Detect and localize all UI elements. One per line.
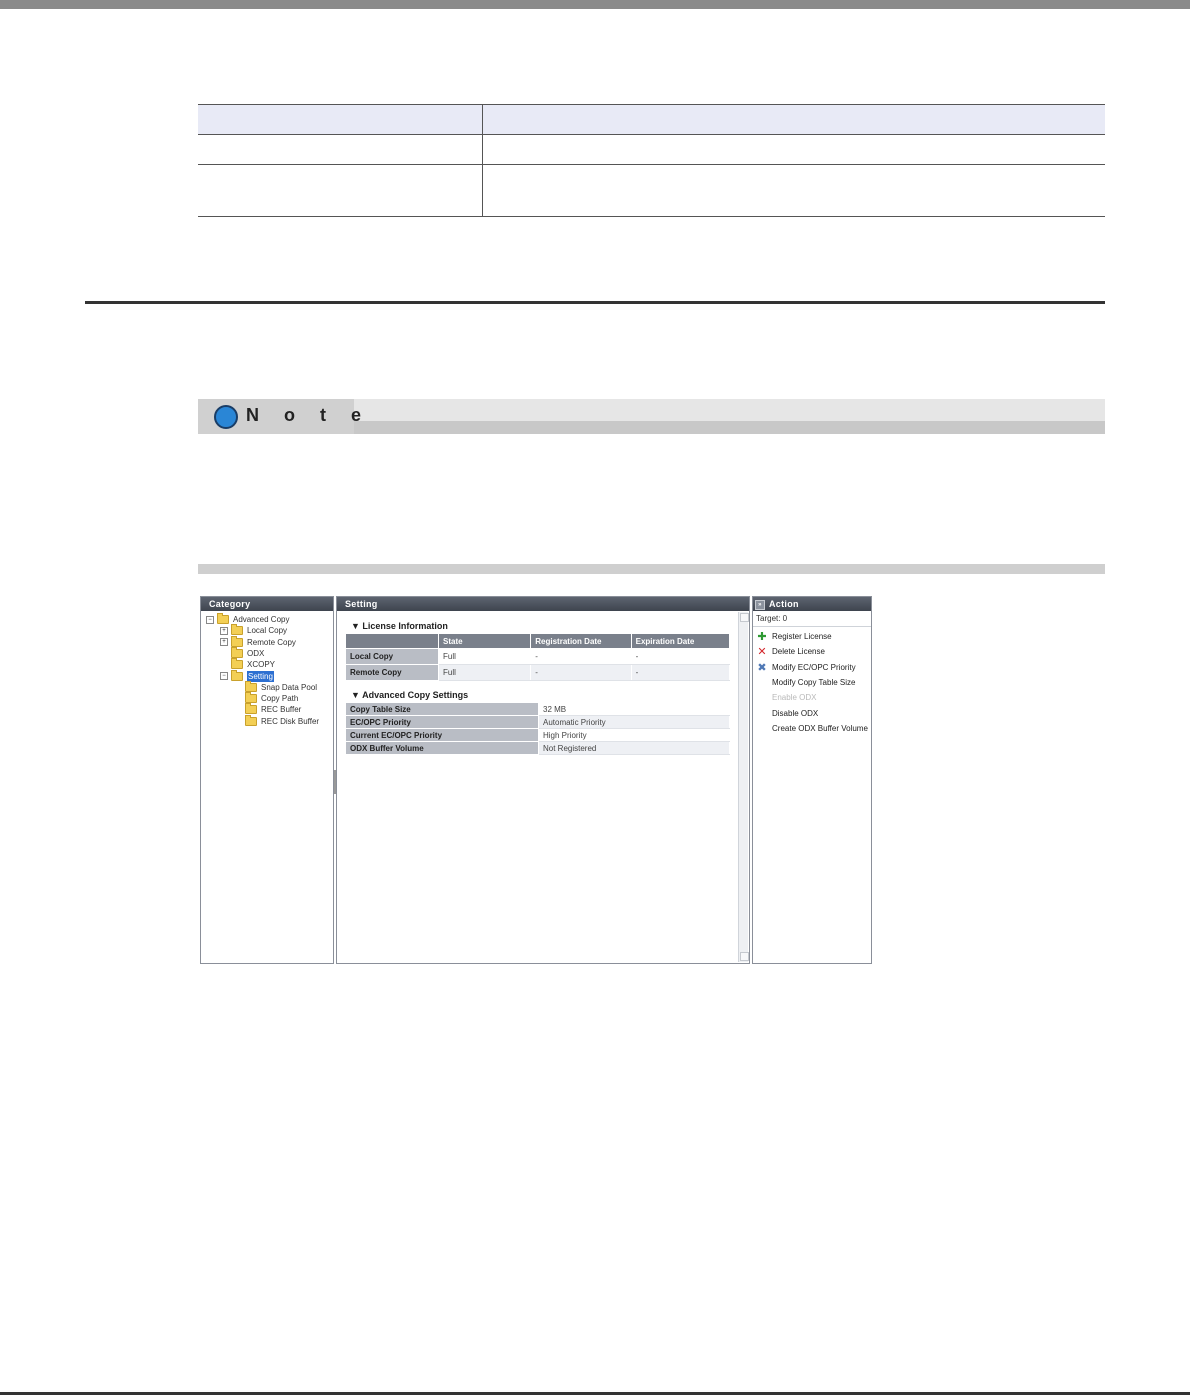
advanced-settings-title[interactable]: ▼ Advanced Copy Settings [351, 690, 469, 700]
setting-label: EC/OPC Priority [346, 716, 539, 729]
tools-icon: ✖ [757, 661, 767, 674]
note-label: N o t e [246, 405, 372, 425]
folder-icon [231, 626, 243, 635]
action-label: Delete License [772, 647, 825, 657]
setting-scrollbar[interactable] [738, 612, 748, 962]
setting-label: Current EC/OPC Priority [346, 729, 539, 742]
license-column-header[interactable] [346, 634, 439, 649]
action-label: Modify EC/OPC Priority [772, 662, 856, 672]
folder-icon [245, 705, 257, 714]
reference-table [198, 104, 1105, 217]
license-table [345, 633, 730, 681]
folder-icon [231, 672, 243, 681]
action-modify-ec-opc-priority[interactable] [757, 662, 856, 674]
setting-value: Automatic Priority [539, 716, 730, 729]
license-column-header[interactable]: Registration Date [531, 634, 631, 649]
category-panel-title: Category [201, 597, 333, 611]
tree-item-label: Setting [248, 671, 273, 681]
setting-label: ODX Buffer Volume [346, 742, 539, 755]
delete-icon: ✕ [757, 646, 767, 659]
blank-icon [757, 724, 767, 734]
setting-row [346, 716, 730, 729]
collapse-action-icon[interactable]: » [755, 600, 765, 610]
tree-item[interactable] [245, 716, 319, 727]
blank-icon [757, 693, 767, 703]
expand-icon[interactable]: + [220, 638, 228, 646]
action-modify-copy-table-size[interactable] [757, 677, 855, 689]
tree-item-label: ODX [247, 648, 265, 658]
tree-item-label: REC Buffer [261, 705, 302, 715]
folder-icon [245, 683, 257, 692]
note-end-rule [198, 564, 1105, 574]
license-row[interactable] [346, 665, 730, 681]
reference-table-row [198, 135, 1105, 165]
scroll-down-arrow-icon[interactable] [740, 952, 749, 961]
license-cell: Full [439, 665, 531, 681]
tree-item[interactable] [231, 659, 275, 670]
action-label: Create ODX Buffer Volume [772, 723, 868, 733]
folder-icon [231, 649, 243, 658]
action-panel [752, 596, 872, 964]
license-cell: - [531, 665, 631, 681]
tree-item-label: Remote Copy [247, 637, 296, 647]
reference-table-row [198, 165, 1105, 217]
note-icon [214, 405, 238, 429]
tree-item-label: Local Copy [247, 626, 288, 636]
collapse-icon[interactable]: − [206, 616, 214, 624]
page-header-bar [0, 0, 1190, 9]
action-panel-title: Action [769, 599, 799, 609]
action-enable-odx [757, 692, 816, 704]
blank-icon [757, 709, 767, 719]
license-column-header[interactable]: Expiration Date [631, 634, 729, 649]
folder-icon [245, 717, 257, 726]
action-create-odx-buffer-volume[interactable] [757, 723, 868, 735]
setting-row [346, 703, 730, 716]
action-disable-odx[interactable] [757, 708, 818, 720]
reference-table-header [198, 105, 1105, 135]
setting-label: Copy Table Size [346, 703, 539, 716]
license-cell: - [531, 649, 631, 665]
license-row-header: Remote Copy [346, 665, 439, 681]
folder-icon [217, 615, 229, 624]
license-row-header: Local Copy [346, 649, 439, 665]
note-box [198, 399, 1105, 434]
tree-item-label: XCOPY [247, 660, 276, 670]
folder-icon [231, 638, 243, 647]
tree-item-label: Copy Path [261, 694, 299, 704]
plus-icon: ✚ [757, 631, 767, 643]
action-register-license[interactable] [757, 631, 832, 643]
scroll-up-arrow-icon[interactable] [740, 613, 749, 622]
collapse-icon[interactable]: − [220, 672, 228, 680]
setting-value: High Priority [539, 729, 730, 742]
target-count: Target: 0 [753, 611, 871, 627]
setting-panel [336, 596, 750, 964]
tree-item[interactable] [245, 704, 301, 715]
category-panel [200, 596, 334, 964]
license-cell: - [631, 665, 729, 681]
license-cell: - [631, 649, 729, 665]
tree-item[interactable] [245, 693, 298, 704]
tree-item-label: REC Disk Buffer [261, 716, 320, 726]
blank-icon [757, 678, 767, 688]
expand-icon[interactable]: + [220, 627, 228, 635]
license-row[interactable] [346, 649, 730, 665]
tree-item[interactable] [206, 614, 289, 625]
advanced-settings-table [345, 702, 730, 755]
folder-icon [231, 660, 243, 669]
setting-value: 32 MB [539, 703, 730, 716]
license-cell: Full [439, 649, 531, 665]
tree-item[interactable] [245, 682, 317, 693]
section-divider [85, 301, 1105, 304]
setting-row [346, 729, 730, 742]
action-label: Modify Copy Table Size [772, 677, 856, 687]
page-footer-rule [0, 1392, 1190, 1395]
license-section-title[interactable]: ▼ License Information [351, 621, 448, 631]
action-label: Disable ODX [772, 708, 819, 718]
action-label: Register License [772, 632, 832, 641]
setting-row [346, 742, 730, 755]
license-header-row [346, 634, 730, 649]
action-label: Enable ODX [772, 693, 817, 703]
license-column-header[interactable]: State [439, 634, 531, 649]
setting-panel-title: Setting [337, 597, 749, 611]
action-delete-license[interactable] [757, 646, 825, 658]
setting-value: Not Registered [539, 742, 730, 755]
folder-icon [245, 694, 257, 703]
tree-item-label: Snap Data Pool [261, 682, 318, 692]
tree-item-label: Advanced Copy [233, 615, 290, 624]
